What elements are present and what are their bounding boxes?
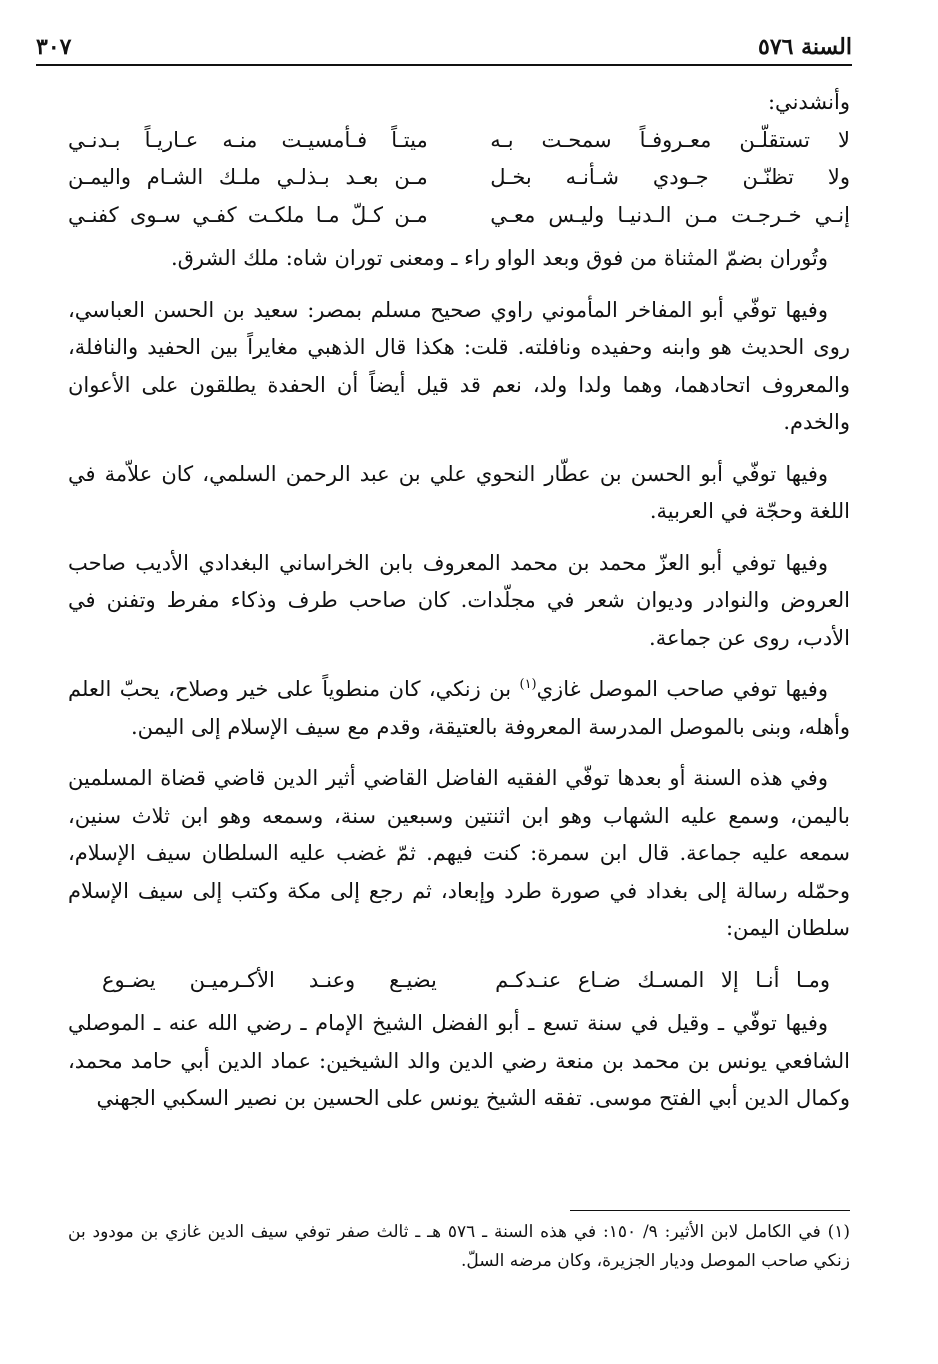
paragraph xyxy=(68,671,850,746)
verse-second-hemistich: يضيـع وعنـد الأكـرميـن يضـوع xyxy=(102,967,437,992)
paragraph: وفيها توفّي أبو الحسن بن عطّار النحوي علي بن عبد الرحمن السلمي، كان علاّمة في اللغة وحجّة في العربية. xyxy=(68,461,850,523)
main-text xyxy=(68,84,850,1132)
poem xyxy=(68,122,850,235)
paragraph: وفي هذه السنة أو بعدها توفّي الفقيه الفاضل القاضي أثير الدين قاضي قضاة المسلمين باليمن، وسمع عليه الشهاب وهو ابن اثنتين وسبعين سنة، وسمعه وهو ابن ثلاث سنين، سمعه عليه جماعة. قال ابن سمرة: كنت فيهم. ثمّ غضب عليه السلطان سيف الإسلام، وحمّله رسالة إلى بغداد في صورة طرد وإبعاد، ثم رجع إلى مكة وكتب إلى سيف الإسلام سلطان اليمن: xyxy=(68,766,850,940)
poem-line xyxy=(68,122,850,160)
footnote-rule xyxy=(570,1210,850,1211)
poem-line xyxy=(68,159,850,197)
verse-first-hemistich: ومـا أنـا إلا المسـك ضـاع عنـدكـم xyxy=(495,967,830,992)
paragraph-text: وفيها توفي صاحب الموصل غازي xyxy=(536,677,828,701)
poem-line xyxy=(68,197,850,235)
footnote-reference[interactable]: (١) xyxy=(519,677,537,692)
footnote-text: في الكامل لابن الأثير: ٩/ ١٥٠: في هذه السنة ـ ٥٧٦ هـ ـ ثالث صفر توفي سيف الدين غازي بن مودود بن زنكي صاحب الموصل وديار الجزيرة، وكان مرضه السلّ. xyxy=(68,1222,850,1271)
header-rule xyxy=(36,64,852,66)
paragraph-text: بن زنكي، كان منطوياً على خير وصلاح، يحبّ العلم وأهله، وبنى بالموصل المدرسة المعروفة بالعتيقة، وقدم مع سيف الإسلام إلى اليمن. xyxy=(68,677,850,739)
paragraph: وتُوران بضمّ المثناة من فوق وبعد الواو راء ـ ومعنى توران شاه: ملك الشرق. xyxy=(170,246,828,270)
verse-second-hemistich: مـن كـلّ مـا ملكـت كفـي سـوى كفنـي xyxy=(68,202,428,227)
verse-second-hemistich: مـن بعـد بـذلـي ملـك الشـام واليمـن xyxy=(68,165,428,189)
footnote xyxy=(68,1218,850,1276)
page-number: ٣٠٧ xyxy=(36,34,72,60)
paragraph: وفيها توفّي أبو المفاخر المأموني راوي صحيح مسلم بمصر: سعيد بن الحسن العباسي، روى الحديث هو وابنه وحفيده ونافلته. قلت: هكذا قال الذهبي مغايراً بين الحفيد والنافلة، والمعروف اتحادهما، وهما ولدا ولد، نعم قد قيل أيضاً أن الحفدة يطلقون على الأعوان والخدم. xyxy=(68,297,850,434)
running-header xyxy=(36,32,852,60)
section-title: السنة ٥٧٦ xyxy=(758,34,852,60)
poem-line xyxy=(68,962,850,1000)
paragraph: وفيها توفي أبو العزّ محمد بن محمد المعروف بابن الخراساني البغدادي الأديب صاحب العروض والنوادر وديوان شعر في مجلّدات. كان صاحب طرف وذكاء مفرط وتفنن في الأدب، روى عن جماعة. xyxy=(68,550,850,650)
verse-second-hemistich: ميتـاً فـأمسيـت منـه عـاريـاً بـدنـي xyxy=(68,127,428,152)
verse-couplet xyxy=(68,962,850,1000)
verse-first-hemistich: ولا تظنّـن جـودي شـأنـه بخـل xyxy=(490,165,850,189)
verse-first-hemistich: لا تستقلّـن معـروفـاً سمحـت بـه xyxy=(490,127,850,152)
poem-intro: وأنشدني: xyxy=(767,90,850,114)
footnote-marker: (١) xyxy=(827,1222,850,1242)
paragraph: وفيها توفّي ـ وقيل في سنة تسع ـ أبو الفضل الشيخ الإمام ـ رضي الله عنه ـ الموصلي الشافعي يونس بن محمد بن منعة رضي الدين والد الشيخين: عماد الدين أبي حامد محمد، وكمال الدين أبي الفتح موسى. تفقه الشيخ يونس على الحسين بن نصير السكبي الجهني xyxy=(68,1011,850,1110)
verse-first-hemistich: إنـي خـرجـت مـن الـدنيـا وليـس معـي xyxy=(490,202,850,227)
